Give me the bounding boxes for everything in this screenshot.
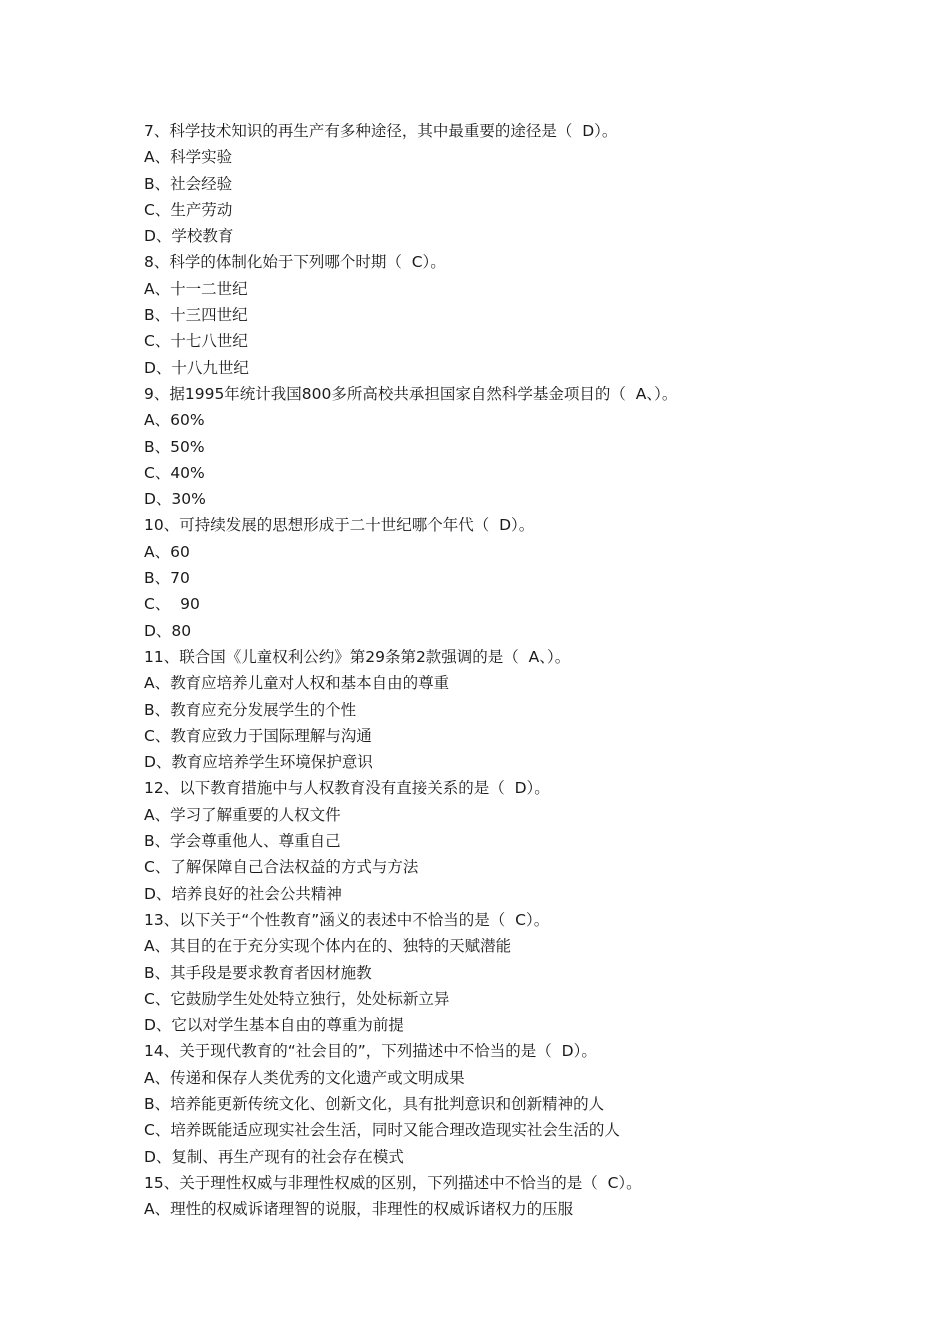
answer-option: D、80 <box>144 621 192 640</box>
answer-option: B、70 <box>144 569 190 588</box>
answer-option: A、其目的在于充分实现个体内在的、独特的天赋潜能 <box>144 937 512 956</box>
answer-option: C、十七八世纪 <box>144 332 248 351</box>
question-text: 11、联合国《儿童权利公约》第29条第2款强调的是（ A、）。 <box>144 647 571 666</box>
question-text: 7、科学技术知识的再生产有多种途径，其中最重要的途径是（ D）。 <box>144 122 618 140</box>
answer-option: B、其手段是要求教育者因材施教 <box>144 963 372 982</box>
answer-option: D、它以对学生基本自由的尊重为前提 <box>144 1016 404 1035</box>
answer-option: C、教育应致力于国际理解与沟通 <box>144 726 372 745</box>
answer-option: A、60 <box>144 542 190 561</box>
answer-option: C、了解保障自己合法权益的方式与方法 <box>144 858 419 877</box>
answer-option: B、教育应充分发展学生的个性 <box>144 700 357 719</box>
answer-option: A、传递和保存人类优秀的文化遗产或文明成果 <box>144 1068 465 1087</box>
question-text: 12、以下教育措施中与人权教育没有直接关系的是（ D）。 <box>144 779 550 798</box>
answer-option: D、十八九世纪 <box>144 358 249 377</box>
question-text: 14、关于现代教育的“社会目的”，下列描述中不恰当的是（ D）。 <box>144 1042 597 1061</box>
answer-option: D、教育应培养学生环境保护意识 <box>144 753 373 772</box>
answer-option: D、学校教育 <box>144 227 234 246</box>
question-text: 10、可持续发展的思想形成于二十世纪哪个年代（ D）。 <box>144 516 535 535</box>
answer-option: C、培养既能适应现实社会生活，同时又能合理改造现实社会生活的人 <box>144 1121 620 1140</box>
question-text: 8、科学的体制化始于下列哪个时期（ C）。 <box>144 253 446 272</box>
answer-option: C、 90 <box>144 595 200 614</box>
answer-option: C、它鼓励学生处处特立独行，处处标新立异 <box>144 989 450 1008</box>
answer-option: B、十三四世纪 <box>144 306 248 325</box>
question-list <box>144 118 864 1222</box>
answer-option: A、理性的权威诉诸理智的说服，非理性的权威诉诸权力的压服 <box>144 1200 574 1219</box>
answer-option: B、社会经验 <box>144 174 233 193</box>
question-text: 15、关于理性权威与非理性权威的区别，下列描述中不恰当的是（ C）。 <box>144 1173 642 1192</box>
question-text: 13、以下关于“个性教育”涵义的表述中不恰当的是（ C）。 <box>144 910 550 929</box>
answer-option: C、40% <box>144 463 205 482</box>
answer-option: C、生产劳动 <box>144 200 233 219</box>
answer-option: A、60% <box>144 411 205 430</box>
answer-option: B、培养能更新传统文化、创新文化，具有批判意识和创新精神的人 <box>144 1094 605 1113</box>
answer-option: A、科学实验 <box>144 148 233 167</box>
answer-option: B、学会尊重他人、尊重自己 <box>144 832 341 851</box>
answer-option: A、教育应培养儿童对人权和基本自由的尊重 <box>144 674 450 693</box>
question-text: 9、据1995年统计我国800多所高校共承担国家自然科学基金项目的（ A、）。 <box>144 384 678 403</box>
answer-option: B、50% <box>144 437 205 456</box>
answer-option: D、培养良好的社会公共精神 <box>144 884 342 903</box>
answer-option: A、十一二世纪 <box>144 279 248 298</box>
answer-option: A、学习了解重要的人权文件 <box>144 805 341 824</box>
answer-option: D、30% <box>144 490 206 509</box>
answer-option: D、复制、再生产现有的社会存在模式 <box>144 1147 404 1166</box>
